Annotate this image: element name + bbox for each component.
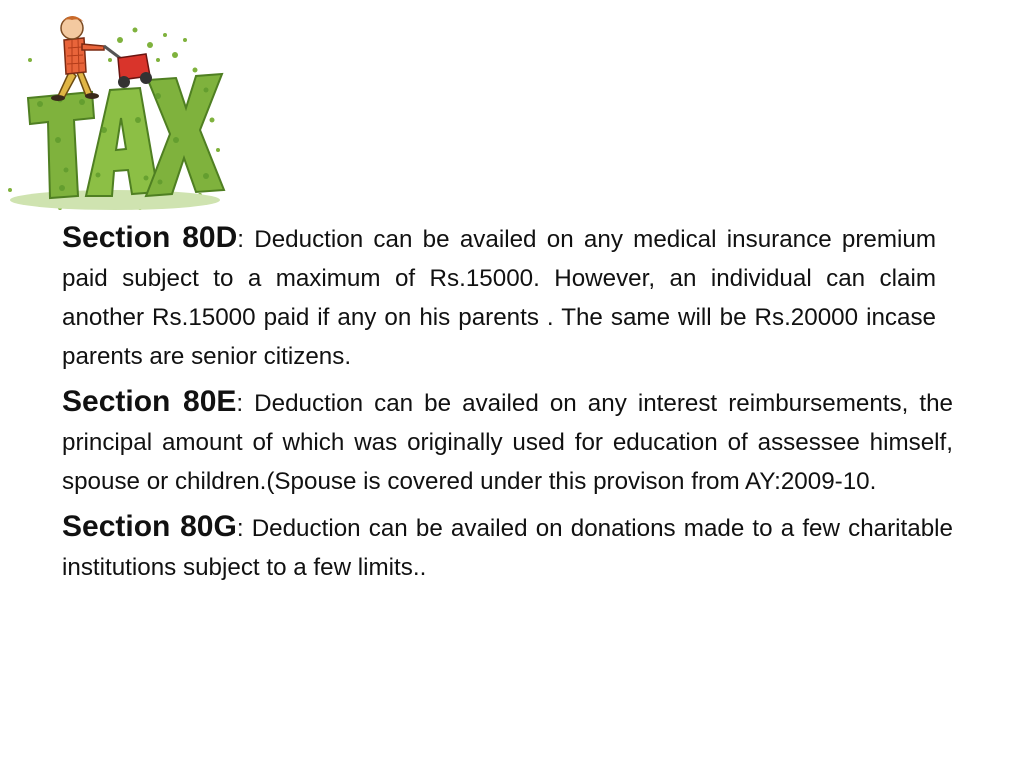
section-80d-title: Section 80D (62, 221, 238, 254)
section-80g-paragraph (62, 507, 953, 587)
tax-hedge-illustration (0, 0, 230, 215)
section-80d-paragraph (62, 218, 936, 376)
section-80d-text: : Deduction can be availed on any medical insurance premium paid subject to a maximum of Rs.15000. However, an individual can claim another Rs.15000 paid if any on his parents . The same will be Rs.20000 incase parents are senior citizens. (62, 226, 936, 370)
slide-body (62, 218, 953, 587)
tax-hedge-letters (28, 74, 224, 198)
section-80e-title: Section 80E (62, 385, 237, 418)
section-80g-title: Section 80G (62, 510, 237, 543)
section-80e-paragraph (62, 382, 953, 501)
section-80e-text: : Deduction can be availed on any interest reimbursements, the principal amount of which was originally used for education of assessee himself, spouse or children.(Spouse is covered under this provison from AY:2009-10. (62, 390, 953, 495)
section-80g-text: : Deduction can be availed on donations made to a few charitable institutions subject to a few limits.. (62, 515, 953, 581)
tax-hedge-lawnmower-icon (0, 0, 230, 215)
